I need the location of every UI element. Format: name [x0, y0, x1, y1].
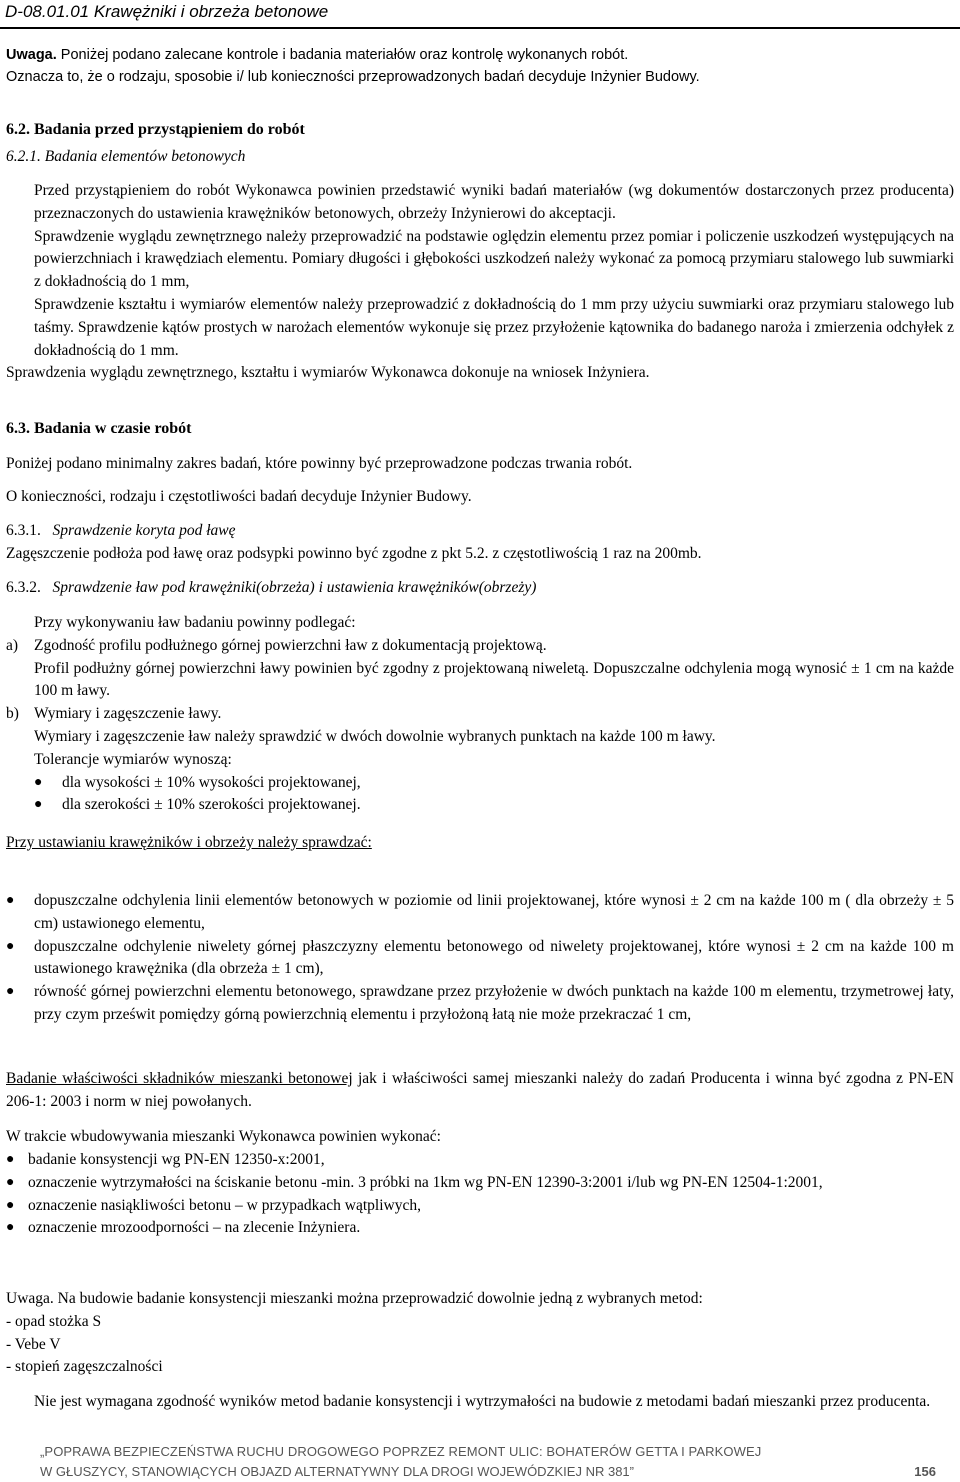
mieszanka-underlined: Badanie właściwości składników mieszanki betonowej [6, 1070, 353, 1087]
paragraph: Sprawdzenia wyglądu zewnętrznego, kształtu i wymiarów Wykonawca dokonuje na wniosek Inżyniera. [6, 364, 650, 382]
paragraph: Przy wykonywaniu ław badaniu powinny podlegać: [34, 614, 356, 631]
ustawianie-list [6, 890, 954, 1027]
mieszanka-rest: jak i właściwości samej mieszanki należy do zadań Producenta i winna być zgodna z PN-EN 206-1: 2003 i norm w niej powołanych. [6, 1070, 954, 1110]
list-item-a [6, 635, 954, 703]
list-text: dopuszczalne odchylenia linii elementów betonowych w poziomie od linii projektowanej, które wynosi ± 2 cm na każde 100 m ( dla obrzeży ± 5 cm) ustawionego elementu, [34, 892, 954, 932]
list-item [6, 794, 954, 817]
footer-line-1: „POPRAWA BEZPIECZEŃSTWA RUCHU DROGOWEGO POPRZEZ REMONT ULIC: BOHATERÓW GETTA I PARKOWEJ [40, 1444, 762, 1459]
section-6-3-2-title: Sprawdzenie ław pod krawężniki(obrzeża) i ustawienia krawężników(obrzeży) [52, 579, 537, 596]
section-6-2-1-number: 6.2.1. [6, 148, 41, 165]
section-6-3-2-number: 6.3.2. [6, 579, 41, 596]
list-item [6, 1217, 954, 1240]
mieszanka-paragraph [6, 1068, 954, 1114]
section-6-2-1-body [6, 180, 954, 385]
list-label: b) [6, 705, 19, 723]
bullet-icon: ● [6, 1220, 15, 1236]
section-6-3-paragraph-2: O konieczności, rodzaju i częstotliwości badań decyduje Inżynier Budowy. [6, 488, 472, 505]
list-text: dopuszczalne odchylenie niwelety górnej płaszczyzny elementu betonowego od niwelety projektowanej, które wynosi ± 2 cm na każde 100 m ustawionego krawężnika (dla obrzeża ± 1 cm), [34, 937, 954, 978]
trakcie-list [6, 1149, 954, 1240]
list-text: Zgodność profilu podłużnego górnej powierzchni ław z dokumentacją projektową. [34, 636, 547, 654]
section-6-3-2-heading [6, 577, 954, 600]
uwaga-note [6, 44, 954, 88]
list-item-b [6, 703, 954, 771]
ustawianie-heading: Przy ustawianiu krawężników i obrzeży należy sprawdzać: [6, 834, 372, 851]
bullet-icon: ● [6, 1174, 15, 1190]
paragraph: Przed przystąpieniem do robót Wykonawca powinien przedstawić wyniki badań materiałów (wg dokumentów dostarczonych przez producenta) przeznaczonych do ustawienia krawężników betonowych, obrzeży Inżynierowi do akceptacji. [34, 182, 954, 222]
list-detail: Profil podłużny górnej powierzchni ławy powinien być zgodny z projektowaną niweletą. Dopuszczalne odchylenia mogą wynosić ± 1 cm na każde 100 m ławy. [34, 659, 954, 700]
list-label: a) [6, 636, 19, 654]
list-item [6, 936, 954, 982]
bullet-icon: ● [6, 984, 15, 1000]
bullet-icon: ● [6, 893, 15, 908]
list-text: badanie konsystencji wg PN-EN 12350-x:2001, [28, 1151, 325, 1168]
method-item: - Vebe V [6, 1335, 61, 1353]
list-item [6, 772, 954, 795]
method-item: - opad stożka S [6, 1312, 102, 1330]
trakcie-intro: W trakcie wbudowywania mieszanki Wykonawca powinien wykonać: [6, 1128, 441, 1145]
list-text: Wymiary i zagęszczenie ławy. [34, 705, 222, 723]
bullet-icon: ● [6, 1197, 15, 1213]
uwaga-label: Uwaga. [6, 47, 57, 63]
list-text: dla szerokości ± 10% szerokości projektowanej. [62, 796, 361, 814]
uwaga-line-2: Oznacza to, że o rodzaju, sposobie i/ lub konieczności przeprowadzonych badań decyduje Inżynier Budowy. [6, 69, 700, 85]
list-item [6, 1172, 954, 1195]
document-header-title: D-08.01.01 Krawężniki i obrzeża betonowe [5, 2, 329, 21]
bullet-icon: ● [6, 1152, 15, 1167]
list-text: dla wysokości ± 10% wysokości projektowanej, [62, 773, 361, 791]
bullet-icon: ● [6, 938, 15, 954]
paragraph: Sprawdzenie kształtu i wymiarów elementów należy przeprowadzić z dokładnością do 1 mm przy użyciu suwmiarki oraz przymiaru stalowego lub taśmy. Sprawdzenie kątów prostych w narożach elementów wykonuje się przez przyłożenie kątownika do badanego naroża i zmierzenia odchyłek z dokładnością do 1 mm. [34, 295, 954, 359]
section-6-3-1-heading [6, 520, 954, 543]
list-item [6, 981, 954, 1027]
bullet-icon: ● [34, 774, 43, 790]
footer-line-2: W GŁUSZYCY, STANOWIĄCYCH OBJAZD ALTERNATYWNY DLA DROGI WOJEWÓDZKIEJ NR 381” [40, 1464, 634, 1479]
tolerance-intro: Tolerancje wymiarów wynoszą: [34, 750, 232, 768]
list-text: równość górnej powierzchni elementu betonowego, sprawdzane przez przyłożenie w dwóch punktach na każde 100 m elementu, trzymetrowej łaty, przy czym prześwit pomiędzy górną powierzchnią elementu i przyłożoną łatą nie może przekraczać 1 cm, [34, 983, 954, 1023]
list-text: oznaczenie nasiąkliwości betonu – w przypadkach wątpliwych, [28, 1196, 421, 1214]
list-item [6, 1195, 954, 1218]
section-6-3-1-text: Zagęszczenie podłoża pod ławę oraz podsypki powinno być zgodne z pkt 5.2. z częstotliwością 1 raz na 200mb. [6, 545, 702, 562]
paragraph: Nie jest wymagana zgodność wyników metod badanie konsystencji i wytrzymałości na budowie z metodami badań mieszanki przez producenta. [34, 1393, 931, 1410]
method-item: - stopień zagęszczalności [6, 1358, 163, 1376]
uwaga-2 [6, 1288, 954, 1379]
list-text: oznaczenie wytrzymałości na ściskanie betonu -min. 3 próbki na 1km wg PN-EN 12390-3:2001 i/lub wg PN-EN 12504-1:2001, [28, 1173, 823, 1191]
list-item [6, 1149, 954, 1172]
paragraph: Sprawdzenie wyglądu zewnętrznego należy przeprowadzić na podstawie oględzin elementu przez pomiar i policzenie uszkodzeń występujących na powierzchniach i krawędziach elementu. Pomiary długości i głębokości uszkodzeń należy wykonać za pomocą przymiaru stalowego lub suwmiarki z dokładnością do 1 mm, [34, 227, 954, 291]
list-item [6, 890, 954, 936]
page-number: 156 [914, 1464, 936, 1479]
section-6-3-paragraph-1: Poniżej podano minimalny zakres badań, które powinny być przeprowadzone podczas trwania robót. [6, 455, 633, 472]
uwaga-line-1: Poniżej podano zalecane kontrole i badania materiałów oraz kontrolę wykonanych robót. [56, 47, 629, 63]
list-detail: Wymiary i zagęszczenie ław należy sprawdzić w dwóch dowolnie wybranych punktach na każde 100 m ławy. [34, 727, 716, 745]
section-6-2-1-title: Badania elementów betonowych [40, 148, 246, 165]
section-6-3-1-title: Sprawdzenie koryta pod ławę [52, 522, 236, 539]
section-6-2-heading: 6.2. Badania przed przystąpieniem do robót [6, 121, 305, 138]
final-paragraph [6, 1391, 954, 1414]
header-divider [0, 27, 960, 29]
uwaga-2-text: Uwaga. Na budowie badanie konsystencji mieszanki można przeprowadzić dowolnie jedną z wybranych metod: [6, 1290, 703, 1307]
section-6-3-1-number: 6.3.1. [6, 522, 41, 539]
section-6-3-heading: 6.3. Badania w czasie robót [6, 420, 192, 437]
list-text: oznaczenie mrozoodporności – na zlecenie Inżyniera. [28, 1219, 361, 1237]
section-6-3-2-body [6, 612, 954, 817]
section-6-2-1-heading [6, 146, 954, 169]
bullet-icon: ● [34, 797, 43, 813]
